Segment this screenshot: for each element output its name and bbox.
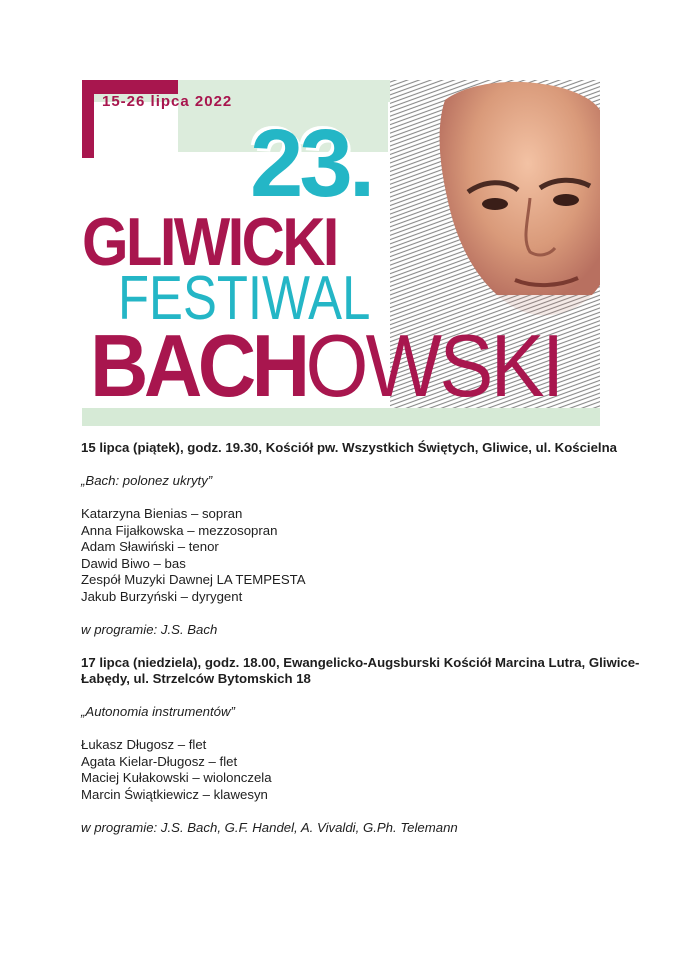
performer-line: Katarzyna Bienias – sopran [81,506,243,521]
title-owski: OWSKI [305,316,562,415]
performer-line: Marcin Świątkiewicz – klawesyn [81,786,268,802]
title-bach: BACH [90,316,306,415]
concert2-program: w programie: J.S. Bach, G.F. Handel, A. Vivaldi, G.Ph. Telemann [81,819,458,835]
banner-magenta-top-bar [82,80,178,94]
concert1-header: 15 lipca (piątek), godz. 19.30, Kościół pw. Wszystkich Świętych, Gliwice, ul. Kościelna [81,440,617,455]
festival-title-line1: GLIWICKI [82,204,337,280]
concert2-header-line1: 17 lipca (niedziela), godz. 18.00, Ewangelicko-Augsburski Kościół Marcina Lutra, Gliwice- [81,654,640,670]
banner-magenta-left-bar [82,80,94,158]
performer-line: Adam Sławiński – tenor [81,539,219,554]
concert1-title: „Bach: polonez ukryty” [81,473,213,488]
performer-line: Zespół Muzyki Dawnej LA TEMPESTA [81,572,306,587]
performer-line: Anna Fijałkowska – mezzosopran [81,522,278,538]
concert1-program: w programie: J.S. Bach [81,621,218,637]
festival-banner [82,80,600,426]
performer-line: Agata Kielar-Długosz – flet [81,753,238,769]
performer-line: Maciej Kułakowski – wiolonczela [81,770,272,785]
festival-edition-number: 23. [250,110,372,217]
program-content [81,440,640,836]
concert2-title: „Autonomia instrumentów” [81,704,235,719]
performer-line: Jakub Burzyński – dyrygent [81,588,243,604]
festival-title-line2: FESTIWAL [118,264,371,333]
festival-title-line3 [90,316,562,415]
concert2-header-line2: Łabędy, ul. Strzelców Bytomskich 18 [81,671,311,686]
festival-dates: 15-26 lipca 2022 [102,93,233,110]
performer-line: Łukasz Długosz – flet [81,737,207,752]
performer-line: Dawid Biwo – bas [81,555,186,571]
